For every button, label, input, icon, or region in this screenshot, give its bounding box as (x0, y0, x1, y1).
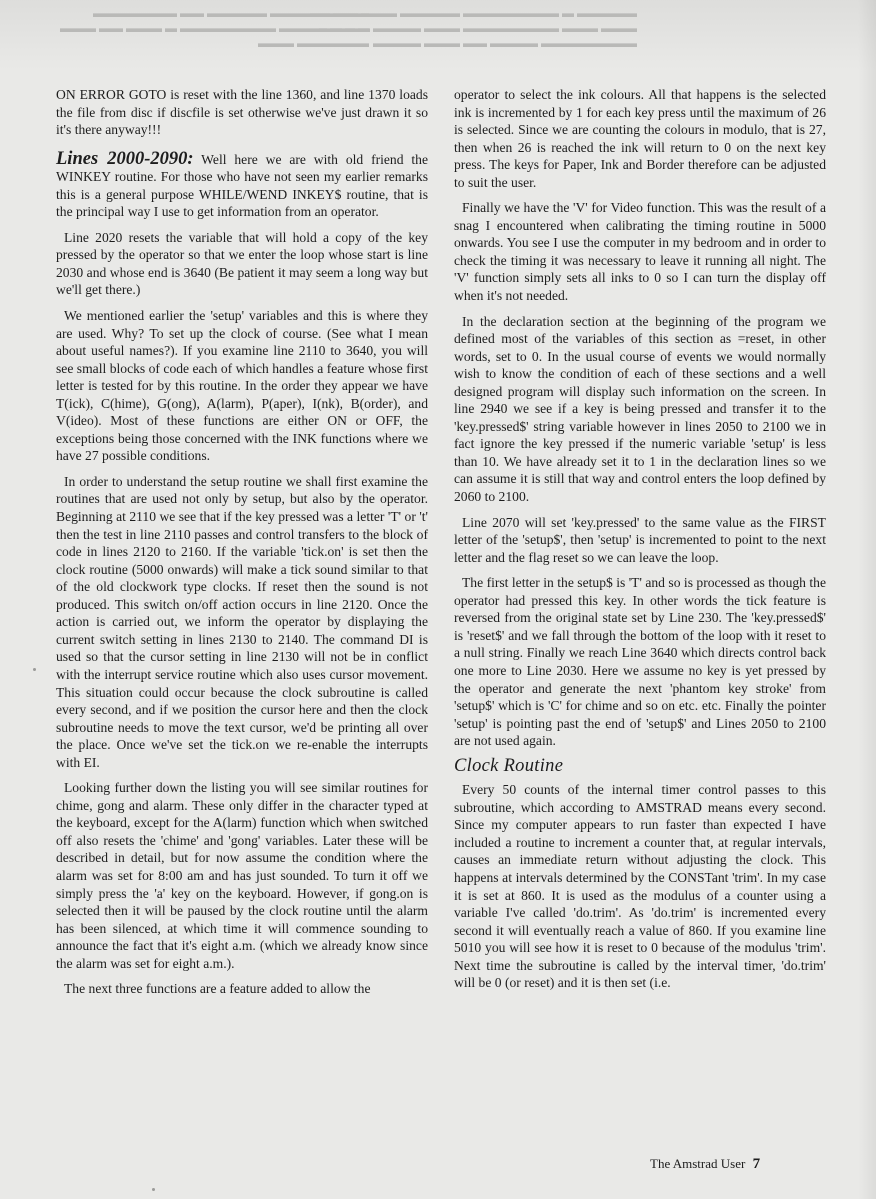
show-through-text-right: ▬▬▬▬▬ ▬ ▬▬▬▬▬▬▬▬ ▬▬▬▬▬ ▬▬▬ ▬▬▬▬ ▬▬▬ ▬▬▬ ▬▬▬▬▬▬▬▬ ▬▬▬ ▬▬▬▬ ▬ ▬▬▬ ▬▬▬▬▬▬▬▬ ▬▬▬▬ ▬▬ ▬▬▬ ▬▬▬▬ (310, 6, 637, 50)
paragraph: Line 2070 will set 'key.pressed' to the same value as the FIRST letter of the 'setup$', then 'setup' is incremented to point to the next letter and the flag reset so we can leave the loop. (454, 514, 826, 565)
paragraph: Looking further down the listing you will see similar routines for chime, gong and alarm. These only differ in the character typed at the keyboard, except for the A(larm) function which when switched off also resets the 'chime' and 'gong' variables. Later these will be described in detail, but for now assume the condition where the alarm was set for 8:00 am and has just sounded. To turn it off we simply press the 'a' key on the keyboard. However, if gong.on is selected then it will be paused by the clock routine until the alarm has been silenced, at which time it will commence sounding to announce the fact that it's eight a.m. (which we already know since the alarm was set for eight a.m.). (56, 780, 428, 971)
section-heading: Lines 2000-2090: (56, 148, 194, 169)
paragraph: In the declaration section at the beginning of the program we defined most of the variables of this section as =reset, in other words, set to 0. In the usual course of events we would normally wish to know the condition of each of these sections and a well designed program will display such information on the screen. In line 2940 we see if a key is being pressed and transfer it to the 'key.pressed$' string variable however in lines 2050 to 2100 we in fact ignore the key pressed if the numeric variable 'setup' is less than 10. We have already set it to 1 in the declaration lines so we can assume it is still that way and control enters the loop defined by 2060 to 2100. (454, 313, 826, 505)
paragraph: ON ERROR GOTO is reset with the line 1360, and line 1370 loads the file from disc if discfile is set otherwise we've just drawn it so it's there anyway!!! (56, 87, 428, 138)
page-footer (650, 1156, 760, 1173)
paragraph: The first letter in the setup$ is 'T' and so is processed as though the operator had pressed this key. In other words the tick feature is reversed from the original state set by Line 230. The 'key.pressed$' is 'reset$' and we fall through the bottom of the loop with it reset to a null string. Finally we reach Line 3640 which directs control back one more to Line 2030. Here we assume no key is yet pressed by the operator and generate the next 'phantom key stroke' from 'setup$' which is 'C' for chime and so on etc. etc. Finally the pointer 'setup' is pointing past the end of 'setup$' and Lines 2050 to 2100 are not used again. (454, 575, 826, 749)
show-through-text-left: ▬▬▬ ▬▬▬▬▬ ▬▬▬▬▬ ▬▬ ▬▬▬▬▬▬▬ ▬▬ ▬ ▬▬▬▬ ▬▬▬▬▬▬▬▬ ▬ ▬▬▬ ▬▬ ▬▬▬ ▬▬▬▬▬▬ ▬▬▬ (60, 6, 369, 50)
publication-name: The Amstrad User (650, 1156, 746, 1171)
speck (152, 1188, 155, 1191)
paragraph: Finally we have the 'V' for Video function. This was the result of a snag I encountered when calibrating the timing routine in 5000 onwards. You see I use the computer in my bedroom and in order to check the timing it was necessary to leave it running all night. The 'V' function simply sets all inks to 0 so I can turn the display off when it's not needed. (454, 200, 826, 304)
paragraph-text: Well here we are with old friend the WINKEY routine. For those who have not seen my earlier remarks this is a general purpose WHILE/WEND INKEY$ routine, that is the principal way I use to get information from an operator. (56, 151, 428, 220)
speck (33, 668, 36, 671)
left-column (56, 86, 428, 1006)
paragraph: We mentioned earlier the 'setup' variables and this is where they are used. Why? To set up the clock of course. (See what I mean about useful names?). If you examine line 2110 to 3640, you will see small blocks of code each of which handles a feature whose first letter is tested for by this routine. In the order they appear we have T(ick), C(hime), G(ong), A(larm), P(aper), I(nk), B(order), and V(ideo). Most of these functions are either ON or OFF, the exceptions being those concerned with the INK functions where we have 27 possible conditions. (56, 308, 428, 464)
paragraph: operator to select the ink colours. All that happens is the selected ink is incremented by 1 for each key press until the maximum of 26 is selected. Since we are counting the colours in modulo, that is 27, then when 26 is reached the ink will return to 0 on the next key press. The keys for Paper, Ink and Border therefore can be adjusted to suit the user. (454, 87, 826, 190)
right-column (454, 86, 826, 1000)
paragraph: Line 2020 resets the variable that will hold a copy of the key pressed by the operator so that we enter the loop whose start is line 2030 and whose end is 3640 (Be patient it may seem a long way but we'll get there.) (56, 229, 428, 298)
paragraph: The next three functions are a feature added to allow the (64, 981, 371, 997)
paragraph: Every 50 counts of the internal timer control passes to this subroutine, which according to AMSTRAD means every second. Since my computer appears to run faster than expected I have included a routine to increment a counter that, at regular intervals, causes an immediate return without adjusting the clock. This happens at intervals determined by the CONSTant 'trim'. In my case it is set at 860. It is used as the modulus of a counter using a variable I've called 'do.trim'. As 'do.trim' is incremented every second it will eventually reach a value of 860. If you examine line 5010 you will see how it is reset to 0 because of the modulus 'trim'. Next time the subroutine is called by the interval timer, 'do.trim' will be 0 (or reset) and it is then set (i.e. (454, 782, 826, 991)
page-number: 7 (752, 1156, 761, 1172)
paragraph: In order to understand the setup routine we shall first examine the routines that are used not only by setup, but also by the operator. Beginning at 2110 we see that if the key pressed was a letter 'T' or 't' then the test in line 2110 passes and control transfers to the block of code in lines 2120 to 2160. If the variable 'tick.on' is set then the clock routine (5000 onwards) will make a tick sound similar to that of the old clockwork type clocks. If reset then the sound is not produced. This switch on/off action occurs in line 2120. Once the action is carried out, we inform the operator by displaying the current switch setting in lines 2130 to 2140. The command DI is used so that the cursor setting in line 2130 will not be in conflict with the interrupt service routine which also uses cursor movement. This situation could occur because the clock subroutine is called every second, and if we position the cursor here and then the clock subroutine needs to move the text cursor, we'd be printing all over the place. Once we've set the tick.on we re-enable the interrupts with EI. (56, 473, 428, 770)
section-lines-2000-2090 (56, 148, 428, 221)
section-heading: Clock Routine (454, 755, 564, 776)
page-edge-shadow (858, 0, 876, 1199)
